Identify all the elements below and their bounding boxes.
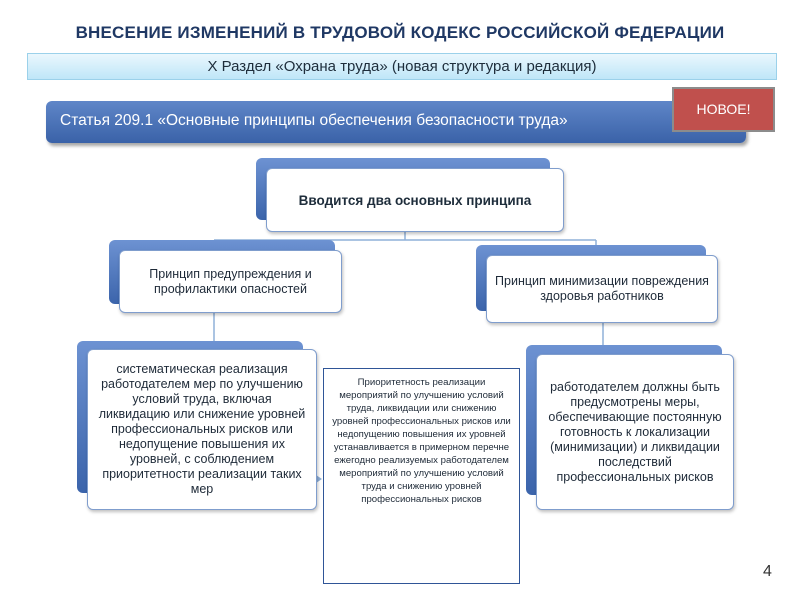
- article-title: Статья 209.1 «Основные принципы обеспечения безопасности труда»: [60, 112, 568, 129]
- section-subtitle-bar: [27, 53, 777, 80]
- left-detail-text: систематическая реализация работодателем мер по улучшению условий труда, включая ликвидацию или снижение уровней профессиональных рисков или недопущение повышения их уровней, с соблюдением приоритетности реализации таких мер: [98, 362, 306, 496]
- article-header-bar: [46, 101, 746, 143]
- page-number: 4: [763, 563, 772, 580]
- priority-note-text: Приоритетность реализации мероприятий по улучшению условий труда, ликвидации или снижению уровней профессиональных рисков или недопущению повышения их уровней устанавливается в примерном перечне ежегодно реализуемых работодателем мероприятий по улучшению условий труда и снижению уровней профессиональных рисков: [332, 377, 511, 505]
- root-node: [266, 168, 564, 232]
- right-detail-text: работодателем должны быть предусмотрены меры, обеспечивающие постоянную готовность к локализации (минимизации) и ликвидации последствий профессиональных рисков: [548, 379, 722, 484]
- right-principle-label: Принцип минимизации повреждения здоровья работников: [495, 274, 709, 303]
- left-principle-node: [119, 250, 342, 313]
- section-subtitle: X Раздел «Охрана труда» (новая структура и редакция): [207, 58, 597, 75]
- left-principle-label: Принцип предупреждения и профилактики опасностей: [149, 266, 312, 296]
- left-detail-node: [87, 349, 317, 510]
- slide-title: ВНЕСЕНИЕ ИЗМЕНЕНИЙ В ТРУДОВОЙ КОДЕКС РОССИЙСКОЙ ФЕДЕРАЦИИ: [75, 23, 725, 42]
- root-node-label: Вводится два основных принципа: [298, 192, 532, 208]
- new-badge-label: НОВОЕ!: [696, 101, 751, 117]
- new-badge: [672, 87, 775, 132]
- right-principle-node: [486, 255, 718, 323]
- priority-note-box: [323, 368, 520, 584]
- right-detail-node: [536, 354, 734, 510]
